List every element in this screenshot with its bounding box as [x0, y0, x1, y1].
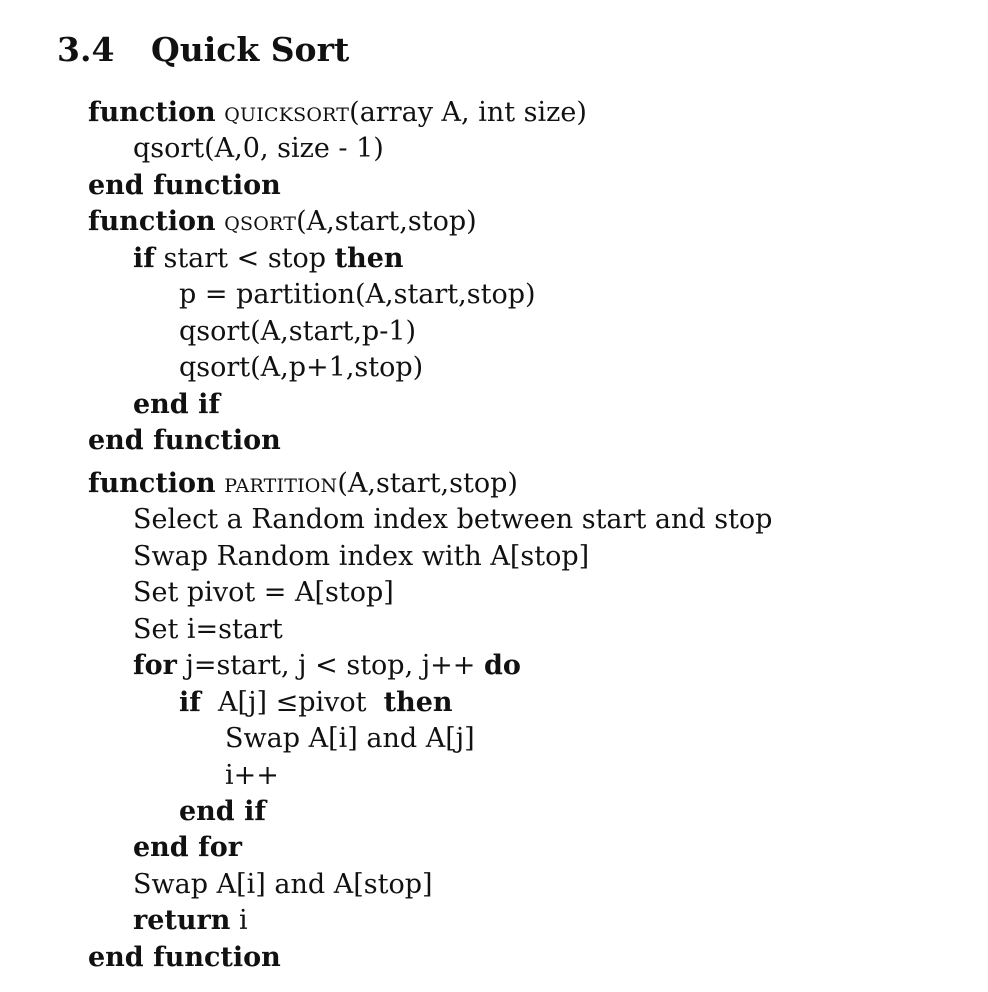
- partition-for-clause: j=start, j < stop, j++: [185, 650, 476, 681]
- keyword-if: if: [133, 243, 155, 274]
- partition-increment-line: i++: [225, 760, 279, 791]
- qsort-if-line: [133, 241, 404, 277]
- quicksort-params: (array A, int size): [349, 97, 587, 128]
- partition-signature: [88, 466, 518, 502]
- partition-swap-inner-line: Swap A[i] and A[j]: [225, 723, 475, 754]
- qsort-assign-line: p = partition(A,start,stop): [179, 279, 536, 310]
- section-title: Quick Sort: [151, 30, 350, 69]
- partition-set-pivot-line: Set pivot = A[stop]: [133, 577, 394, 608]
- partition-for-line: [133, 648, 521, 684]
- partition-swap-final-line: Swap A[i] and A[stop]: [133, 869, 433, 900]
- qsort-end-function: end function: [88, 425, 281, 456]
- partition-end-if: end if: [179, 796, 266, 827]
- partition-return-value: i: [238, 905, 248, 936]
- keyword-do: do: [483, 650, 521, 681]
- keyword-then: then: [383, 687, 453, 718]
- quicksort-body-call: qsort(A,0, size - 1): [133, 133, 384, 164]
- keyword-then: then: [334, 243, 404, 274]
- function-name-partition: partition: [224, 468, 338, 499]
- qsort-call-right-line: qsort(A,p+1,stop): [179, 352, 424, 383]
- qsort-end-if: end if: [133, 389, 220, 420]
- partition-if-line: [179, 685, 453, 721]
- partition-select-line: Select a Random index between start and stop: [133, 504, 773, 535]
- keyword-if: if: [179, 687, 201, 718]
- partition-return-line: [133, 903, 248, 939]
- partition-end-for: end for: [133, 832, 242, 863]
- quicksort-signature: [88, 95, 587, 131]
- qsort-params: (A,start,stop): [296, 206, 477, 237]
- keyword-for: for: [133, 650, 177, 681]
- keyword-function: function: [88, 468, 216, 499]
- partition-params: (A,start,stop): [337, 468, 518, 499]
- keyword-return: return: [133, 905, 231, 936]
- qsort-signature: [88, 204, 477, 240]
- section-number: 3.4: [57, 30, 115, 69]
- keyword-function: function: [88, 97, 216, 128]
- partition-swap-random-line: Swap Random index with A[stop]: [133, 541, 590, 572]
- function-name-quicksort: quicksort: [224, 97, 350, 128]
- quicksort-end-function: end function: [88, 170, 281, 201]
- function-name-qsort: qsort: [224, 206, 297, 237]
- qsort-condition: start < stop: [163, 243, 327, 274]
- partition-if-condition: A[j] ≤pivot: [218, 687, 367, 718]
- partition-set-i-line: Set i=start: [133, 614, 283, 645]
- qsort-call-left-line: qsort(A,start,p-1): [179, 316, 417, 347]
- partition-end-function: end function: [88, 942, 281, 973]
- keyword-function: function: [88, 206, 216, 237]
